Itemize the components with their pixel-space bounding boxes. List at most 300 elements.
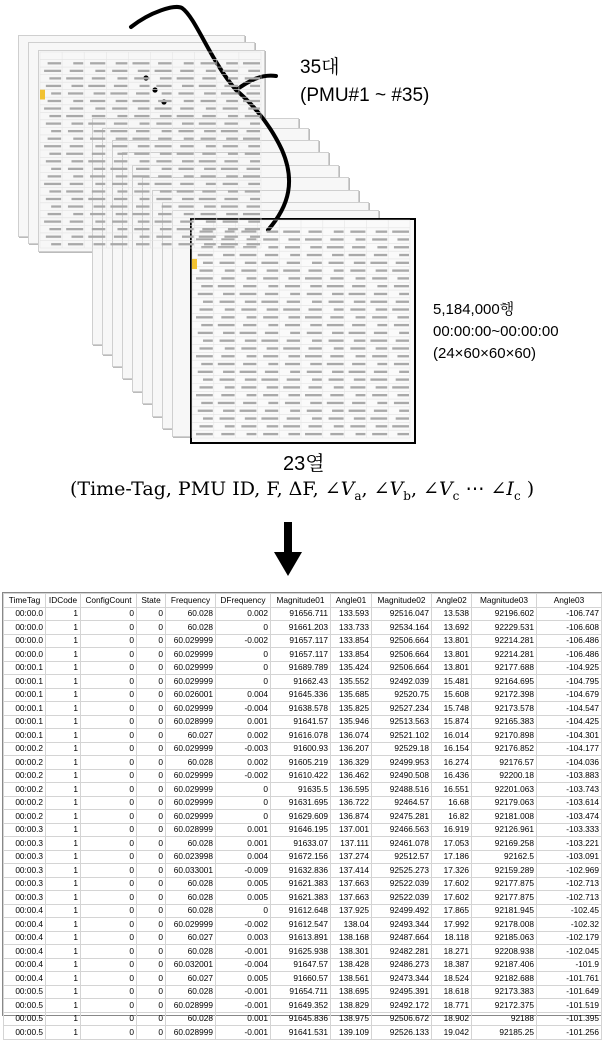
table-cell[interactable]: 0: [137, 904, 166, 918]
table-cell[interactable]: 1: [46, 769, 81, 783]
table-cell[interactable]: 91632.836: [271, 864, 331, 878]
table-cell[interactable]: 133.854: [331, 648, 372, 662]
table-cell[interactable]: -104.301: [537, 729, 602, 743]
table-cell[interactable]: 92185.25: [472, 1026, 537, 1040]
table-cell[interactable]: 00:00.0: [4, 648, 46, 662]
table-cell[interactable]: 135.552: [331, 675, 372, 689]
table-cell[interactable]: 00:00.2: [4, 769, 46, 783]
table-cell[interactable]: 0: [137, 634, 166, 648]
table-cell[interactable]: 91621.383: [271, 891, 331, 905]
table-cell[interactable]: 92162.5: [472, 850, 537, 864]
table-cell[interactable]: 92495.391: [372, 985, 432, 999]
table-cell[interactable]: 0: [216, 783, 271, 797]
table-cell[interactable]: 0.001: [216, 823, 271, 837]
table-cell[interactable]: 91672.156: [271, 850, 331, 864]
table-cell[interactable]: 16.68: [432, 796, 472, 810]
table-cell[interactable]: 92185.063: [472, 931, 537, 945]
table-cell[interactable]: 00:00.4: [4, 904, 46, 918]
table-cell[interactable]: 91645.336: [271, 688, 331, 702]
table-cell[interactable]: 60.028: [166, 985, 216, 999]
table-cell[interactable]: 00:00.3: [4, 823, 46, 837]
table-cell[interactable]: 1: [46, 675, 81, 689]
table-cell[interactable]: 60.027: [166, 729, 216, 743]
table-cell[interactable]: 60.029999: [166, 810, 216, 824]
table-cell[interactable]: -0.002: [216, 634, 271, 648]
table-cell[interactable]: 17.053: [432, 837, 472, 851]
column-header[interactable]: Magnitude03: [472, 594, 537, 608]
table-cell[interactable]: 136.329: [331, 756, 372, 770]
table-cell[interactable]: 0: [81, 756, 137, 770]
table-cell[interactable]: 0: [81, 850, 137, 864]
table-cell[interactable]: 1: [46, 823, 81, 837]
table-cell[interactable]: 0.005: [216, 891, 271, 905]
table-cell[interactable]: 135.424: [331, 661, 372, 675]
column-header[interactable]: State: [137, 594, 166, 608]
table-cell[interactable]: 139.109: [331, 1026, 372, 1040]
column-header[interactable]: IDCode: [46, 594, 81, 608]
table-cell[interactable]: 138.695: [331, 985, 372, 999]
table-cell[interactable]: 135.946: [331, 715, 372, 729]
table-cell[interactable]: 92506.672: [372, 1012, 432, 1026]
table-cell[interactable]: 92177.875: [472, 891, 537, 905]
table-cell[interactable]: -104.795: [537, 675, 602, 689]
table-cell[interactable]: -104.925: [537, 661, 602, 675]
table-cell[interactable]: 17.326: [432, 864, 472, 878]
table-cell[interactable]: 00:00.0: [4, 634, 46, 648]
table-cell[interactable]: 1: [46, 1012, 81, 1026]
table-cell[interactable]: 18.387: [432, 958, 472, 972]
table-cell[interactable]: 0: [81, 796, 137, 810]
table-cell[interactable]: 16.274: [432, 756, 472, 770]
table-cell[interactable]: -0.001: [216, 999, 271, 1013]
table-cell[interactable]: 138.301: [331, 945, 372, 959]
table-cell[interactable]: 60.028: [166, 607, 216, 621]
table-cell[interactable]: 0: [81, 675, 137, 689]
table-cell[interactable]: 0: [216, 661, 271, 675]
table-cell[interactable]: 0: [137, 1012, 166, 1026]
table-cell[interactable]: 0: [137, 945, 166, 959]
table-cell[interactable]: 91610.422: [271, 769, 331, 783]
table-cell[interactable]: 137.663: [331, 877, 372, 891]
table-cell[interactable]: 0: [137, 729, 166, 743]
table-cell[interactable]: 00:00.2: [4, 783, 46, 797]
table-cell[interactable]: 13.692: [432, 621, 472, 635]
table-cell[interactable]: 19.042: [432, 1026, 472, 1040]
table-cell[interactable]: 1: [46, 715, 81, 729]
table-cell[interactable]: 0: [81, 864, 137, 878]
table-cell[interactable]: 92188: [472, 1012, 537, 1026]
table-cell[interactable]: 0: [81, 783, 137, 797]
table-cell[interactable]: 0: [137, 864, 166, 878]
table-cell[interactable]: 00:00.0: [4, 621, 46, 635]
table-cell[interactable]: 92487.664: [372, 931, 432, 945]
table-cell[interactable]: 91631.695: [271, 796, 331, 810]
table-cell[interactable]: 1: [46, 945, 81, 959]
table-cell[interactable]: 0: [137, 823, 166, 837]
table-cell[interactable]: 60.026001: [166, 688, 216, 702]
table-cell[interactable]: 0: [216, 904, 271, 918]
table-cell[interactable]: 1: [46, 729, 81, 743]
table-cell[interactable]: 137.111: [331, 837, 372, 851]
table-cell[interactable]: 00:00.4: [4, 972, 46, 986]
table-cell[interactable]: 00:00.4: [4, 918, 46, 932]
table-cell[interactable]: 60.027: [166, 931, 216, 945]
table-cell[interactable]: 17.865: [432, 904, 472, 918]
table-cell[interactable]: 18.524: [432, 972, 472, 986]
table-cell[interactable]: 92187.406: [472, 958, 537, 972]
table-cell[interactable]: -103.743: [537, 783, 602, 797]
table-cell[interactable]: 0.005: [216, 877, 271, 891]
table-cell[interactable]: 92165.383: [472, 715, 537, 729]
table-cell[interactable]: 92473.344: [372, 972, 432, 986]
table-cell[interactable]: -101.519: [537, 999, 602, 1013]
table-cell[interactable]: 60.028: [166, 904, 216, 918]
table-cell[interactable]: 91657.117: [271, 648, 331, 662]
table-cell[interactable]: 00:00.0: [4, 607, 46, 621]
table-cell[interactable]: 1: [46, 634, 81, 648]
table-cell[interactable]: 00:00.1: [4, 675, 46, 689]
table-cell[interactable]: 0: [81, 661, 137, 675]
table-cell[interactable]: 0: [137, 769, 166, 783]
table-cell[interactable]: 0: [137, 783, 166, 797]
table-cell[interactable]: -0.004: [216, 958, 271, 972]
table-cell[interactable]: 92488.516: [372, 783, 432, 797]
table-cell[interactable]: 92522.039: [372, 877, 432, 891]
table-cell[interactable]: 13.538: [432, 607, 472, 621]
table-cell[interactable]: 0: [137, 675, 166, 689]
table-cell[interactable]: 0: [81, 958, 137, 972]
table-cell[interactable]: 92179.063: [472, 796, 537, 810]
column-header[interactable]: TimeTag: [4, 594, 46, 608]
table-cell[interactable]: 60.028: [166, 1012, 216, 1026]
table-cell[interactable]: 0: [137, 891, 166, 905]
table-cell[interactable]: 00:00.4: [4, 958, 46, 972]
table-cell[interactable]: 00:00.3: [4, 891, 46, 905]
table-cell[interactable]: 00:00.1: [4, 715, 46, 729]
table-cell[interactable]: 60.028: [166, 877, 216, 891]
column-header[interactable]: Magnitude02: [372, 594, 432, 608]
table-cell[interactable]: 0: [137, 796, 166, 810]
table-cell[interactable]: 1: [46, 904, 81, 918]
table-cell[interactable]: 0: [137, 756, 166, 770]
table-cell[interactable]: 0: [137, 715, 166, 729]
table-cell[interactable]: 0: [81, 648, 137, 662]
table-cell[interactable]: 00:00.5: [4, 999, 46, 1013]
table-cell[interactable]: 91605.219: [271, 756, 331, 770]
table-cell[interactable]: 92512.57: [372, 850, 432, 864]
table-cell[interactable]: 92521.102: [372, 729, 432, 743]
table-cell[interactable]: 92529.18: [372, 742, 432, 756]
table-cell[interactable]: 92214.281: [472, 648, 537, 662]
table-cell[interactable]: 92159.289: [472, 864, 537, 878]
table-cell[interactable]: -0.001: [216, 985, 271, 999]
table-cell[interactable]: 1: [46, 877, 81, 891]
table-cell[interactable]: 0: [137, 850, 166, 864]
table-cell[interactable]: 0: [137, 1026, 166, 1040]
table-cell[interactable]: 137.925: [331, 904, 372, 918]
table-cell[interactable]: 92201.063: [472, 783, 537, 797]
table-cell[interactable]: 91646.195: [271, 823, 331, 837]
table-cell[interactable]: -103.474: [537, 810, 602, 824]
table-cell[interactable]: 92482.281: [372, 945, 432, 959]
table-cell[interactable]: 1: [46, 837, 81, 851]
table-cell[interactable]: 60.023998: [166, 850, 216, 864]
table-cell[interactable]: 16.82: [432, 810, 472, 824]
table-cell[interactable]: -101.256: [537, 1026, 602, 1040]
table-cell[interactable]: 0: [81, 931, 137, 945]
column-header[interactable]: Magnitude01: [271, 594, 331, 608]
table-cell[interactable]: 0.001: [216, 715, 271, 729]
table-cell[interactable]: 00:00.3: [4, 837, 46, 851]
table-cell[interactable]: 0: [81, 918, 137, 932]
table-cell[interactable]: 0: [137, 661, 166, 675]
table-cell[interactable]: 91638.578: [271, 702, 331, 716]
table-cell[interactable]: 1: [46, 891, 81, 905]
table-cell[interactable]: -101.761: [537, 972, 602, 986]
table-cell[interactable]: 18.771: [432, 999, 472, 1013]
table-cell[interactable]: 133.593: [331, 607, 372, 621]
table-cell[interactable]: 00:00.2: [4, 810, 46, 824]
table-cell[interactable]: 0: [216, 810, 271, 824]
table-cell[interactable]: 136.074: [331, 729, 372, 743]
table-cell[interactable]: 1: [46, 661, 81, 675]
table-cell[interactable]: 1: [46, 850, 81, 864]
table-cell[interactable]: 0.002: [216, 607, 271, 621]
table-cell[interactable]: -102.045: [537, 945, 602, 959]
table-cell[interactable]: -102.45: [537, 904, 602, 918]
table-cell[interactable]: 0: [81, 972, 137, 986]
table-cell[interactable]: 1: [46, 688, 81, 702]
table-cell[interactable]: 138.561: [331, 972, 372, 986]
table-cell[interactable]: 133.733: [331, 621, 372, 635]
table-cell[interactable]: 60.028: [166, 945, 216, 959]
table-cell[interactable]: 60.029999: [166, 769, 216, 783]
table-cell[interactable]: 00:00.5: [4, 985, 46, 999]
table-cell[interactable]: 136.595: [331, 783, 372, 797]
table-cell[interactable]: 15.874: [432, 715, 472, 729]
table-cell[interactable]: -104.425: [537, 715, 602, 729]
table-cell[interactable]: 92534.164: [372, 621, 432, 635]
table-cell[interactable]: 92214.281: [472, 634, 537, 648]
table-cell[interactable]: 138.975: [331, 1012, 372, 1026]
table-cell[interactable]: 0.005: [216, 972, 271, 986]
table-cell[interactable]: 92196.602: [472, 607, 537, 621]
table-cell[interactable]: 0: [137, 810, 166, 824]
table-cell[interactable]: 0.001: [216, 1012, 271, 1026]
table-cell[interactable]: 92486.273: [372, 958, 432, 972]
table-cell[interactable]: 00:00.1: [4, 729, 46, 743]
table-cell[interactable]: 13.801: [432, 661, 472, 675]
table-cell[interactable]: 91657.117: [271, 634, 331, 648]
table-cell[interactable]: 138.428: [331, 958, 372, 972]
table-cell[interactable]: 0: [216, 648, 271, 662]
table-cell[interactable]: 1: [46, 607, 81, 621]
table-cell[interactable]: 0: [81, 945, 137, 959]
table-cell[interactable]: -0.002: [216, 769, 271, 783]
table-cell[interactable]: 91635.5: [271, 783, 331, 797]
table-cell[interactable]: 60.029999: [166, 796, 216, 810]
table-cell[interactable]: 0: [216, 621, 271, 635]
table-cell[interactable]: 00:00.1: [4, 702, 46, 716]
table-cell[interactable]: 91645.836: [271, 1012, 331, 1026]
table-cell[interactable]: 92492.172: [372, 999, 432, 1013]
table-cell[interactable]: 0: [216, 796, 271, 810]
table-cell[interactable]: 1: [46, 648, 81, 662]
table-cell[interactable]: 0: [81, 729, 137, 743]
table-cell[interactable]: 0: [137, 607, 166, 621]
table-cell[interactable]: 13.801: [432, 648, 472, 662]
table-cell[interactable]: 137.274: [331, 850, 372, 864]
column-header[interactable]: Angle02: [432, 594, 472, 608]
table-cell[interactable]: 91641.57: [271, 715, 331, 729]
table-cell[interactable]: 60.029999: [166, 661, 216, 675]
table-cell[interactable]: 91613.891: [271, 931, 331, 945]
table-cell[interactable]: -102.179: [537, 931, 602, 945]
table-cell[interactable]: -103.221: [537, 837, 602, 851]
table-cell[interactable]: -106.608: [537, 621, 602, 635]
table-cell[interactable]: 92208.938: [472, 945, 537, 959]
table-cell[interactable]: 135.825: [331, 702, 372, 716]
table-cell[interactable]: 00:00.4: [4, 945, 46, 959]
table-cell[interactable]: 91625.938: [271, 945, 331, 959]
table-cell[interactable]: 0: [137, 837, 166, 851]
table-cell[interactable]: 16.551: [432, 783, 472, 797]
column-header[interactable]: ConfigCount: [81, 594, 137, 608]
table-cell[interactable]: 0: [216, 675, 271, 689]
table-cell[interactable]: 0: [137, 931, 166, 945]
table-cell[interactable]: 0: [81, 837, 137, 851]
table-cell[interactable]: 1: [46, 918, 81, 932]
table-cell[interactable]: 92506.664: [372, 648, 432, 662]
table-cell[interactable]: 91621.383: [271, 877, 331, 891]
table-cell[interactable]: 15.748: [432, 702, 472, 716]
table-cell[interactable]: 1: [46, 810, 81, 824]
table-cell[interactable]: 15.481: [432, 675, 472, 689]
table-cell[interactable]: 0: [81, 985, 137, 999]
table-cell[interactable]: 0: [81, 688, 137, 702]
table-cell[interactable]: 91629.609: [271, 810, 331, 824]
table-cell[interactable]: 92499.953: [372, 756, 432, 770]
table-cell[interactable]: 92513.563: [372, 715, 432, 729]
table-cell[interactable]: 92506.664: [372, 661, 432, 675]
table-cell[interactable]: 92526.133: [372, 1026, 432, 1040]
table-cell[interactable]: 92173.578: [472, 702, 537, 716]
table-cell[interactable]: 0.002: [216, 756, 271, 770]
table-cell[interactable]: 1: [46, 972, 81, 986]
table-cell[interactable]: 17.602: [432, 891, 472, 905]
table-cell[interactable]: -0.001: [216, 1026, 271, 1040]
table-cell[interactable]: 1: [46, 931, 81, 945]
table-cell[interactable]: 0: [81, 823, 137, 837]
table-cell[interactable]: 92229.531: [472, 621, 537, 635]
table-cell[interactable]: 92492.039: [372, 675, 432, 689]
table-cell[interactable]: 92516.047: [372, 607, 432, 621]
table-cell[interactable]: 92466.563: [372, 823, 432, 837]
table-cell[interactable]: 00:00.2: [4, 796, 46, 810]
table-cell[interactable]: 92173.383: [472, 985, 537, 999]
table-cell[interactable]: 60.028: [166, 756, 216, 770]
table-cell[interactable]: 00:00.4: [4, 931, 46, 945]
table-cell[interactable]: 60.032001: [166, 958, 216, 972]
table-cell[interactable]: 0: [81, 769, 137, 783]
table-cell[interactable]: 17.992: [432, 918, 472, 932]
table-cell[interactable]: 60.033001: [166, 864, 216, 878]
table-cell[interactable]: 17.186: [432, 850, 472, 864]
table-cell[interactable]: 0: [137, 999, 166, 1013]
table-cell[interactable]: 92170.898: [472, 729, 537, 743]
table-cell[interactable]: 135.685: [331, 688, 372, 702]
table-cell[interactable]: 92178.008: [472, 918, 537, 932]
table-cell[interactable]: 60.029999: [166, 918, 216, 932]
table-cell[interactable]: 0: [137, 958, 166, 972]
table-cell[interactable]: 91656.711: [271, 607, 331, 621]
table-cell[interactable]: 92527.234: [372, 702, 432, 716]
table-cell[interactable]: 00:00.1: [4, 661, 46, 675]
table-cell[interactable]: 91649.352: [271, 999, 331, 1013]
table-cell[interactable]: 92525.273: [372, 864, 432, 878]
table-cell[interactable]: 92200.18: [472, 769, 537, 783]
table-cell[interactable]: 0: [137, 972, 166, 986]
table-cell[interactable]: 60.028999: [166, 999, 216, 1013]
table-cell[interactable]: -0.003: [216, 742, 271, 756]
table-cell[interactable]: 92176.57: [472, 756, 537, 770]
table-cell[interactable]: 0: [137, 621, 166, 635]
table-cell[interactable]: -101.9: [537, 958, 602, 972]
table-cell[interactable]: -106.486: [537, 634, 602, 648]
column-header[interactable]: DFrequency: [216, 594, 271, 608]
table-cell[interactable]: 91662.43: [271, 675, 331, 689]
table-cell[interactable]: -102.713: [537, 877, 602, 891]
table-cell[interactable]: 00:00.2: [4, 742, 46, 756]
table-cell[interactable]: 0: [81, 621, 137, 635]
table-cell[interactable]: 136.722: [331, 796, 372, 810]
table-cell[interactable]: 0: [137, 688, 166, 702]
table-cell[interactable]: 0: [137, 742, 166, 756]
table-cell[interactable]: 00:00.1: [4, 688, 46, 702]
table-cell[interactable]: 0: [81, 634, 137, 648]
table-cell[interactable]: 137.663: [331, 891, 372, 905]
table-cell[interactable]: -102.969: [537, 864, 602, 878]
table-cell[interactable]: -101.395: [537, 1012, 602, 1026]
table-cell[interactable]: 0: [81, 891, 137, 905]
table-cell[interactable]: 60.028999: [166, 715, 216, 729]
table-cell[interactable]: 92493.344: [372, 918, 432, 932]
table-cell[interactable]: 18.618: [432, 985, 472, 999]
table-cell[interactable]: 0: [81, 607, 137, 621]
table-cell[interactable]: 1: [46, 783, 81, 797]
table-cell[interactable]: 60.028999: [166, 823, 216, 837]
table-cell[interactable]: 0.004: [216, 850, 271, 864]
table-cell[interactable]: 0: [137, 918, 166, 932]
table-cell[interactable]: 18.271: [432, 945, 472, 959]
column-header[interactable]: Angle01: [331, 594, 372, 608]
table-cell[interactable]: -0.009: [216, 864, 271, 878]
table-cell[interactable]: 0: [81, 702, 137, 716]
table-cell[interactable]: -102.32: [537, 918, 602, 932]
table-cell[interactable]: 138.829: [331, 999, 372, 1013]
table-cell[interactable]: 1: [46, 621, 81, 635]
table-cell[interactable]: 92169.258: [472, 837, 537, 851]
table-cell[interactable]: -0.001: [216, 945, 271, 959]
table-cell[interactable]: 92461.078: [372, 837, 432, 851]
table-cell[interactable]: 92126.961: [472, 823, 537, 837]
table-cell[interactable]: 0: [81, 999, 137, 1013]
table-cell[interactable]: 16.919: [432, 823, 472, 837]
table-cell[interactable]: 92520.75: [372, 688, 432, 702]
table-cell[interactable]: 0: [81, 715, 137, 729]
table-cell[interactable]: 60.029999: [166, 742, 216, 756]
table-cell[interactable]: 92176.852: [472, 742, 537, 756]
